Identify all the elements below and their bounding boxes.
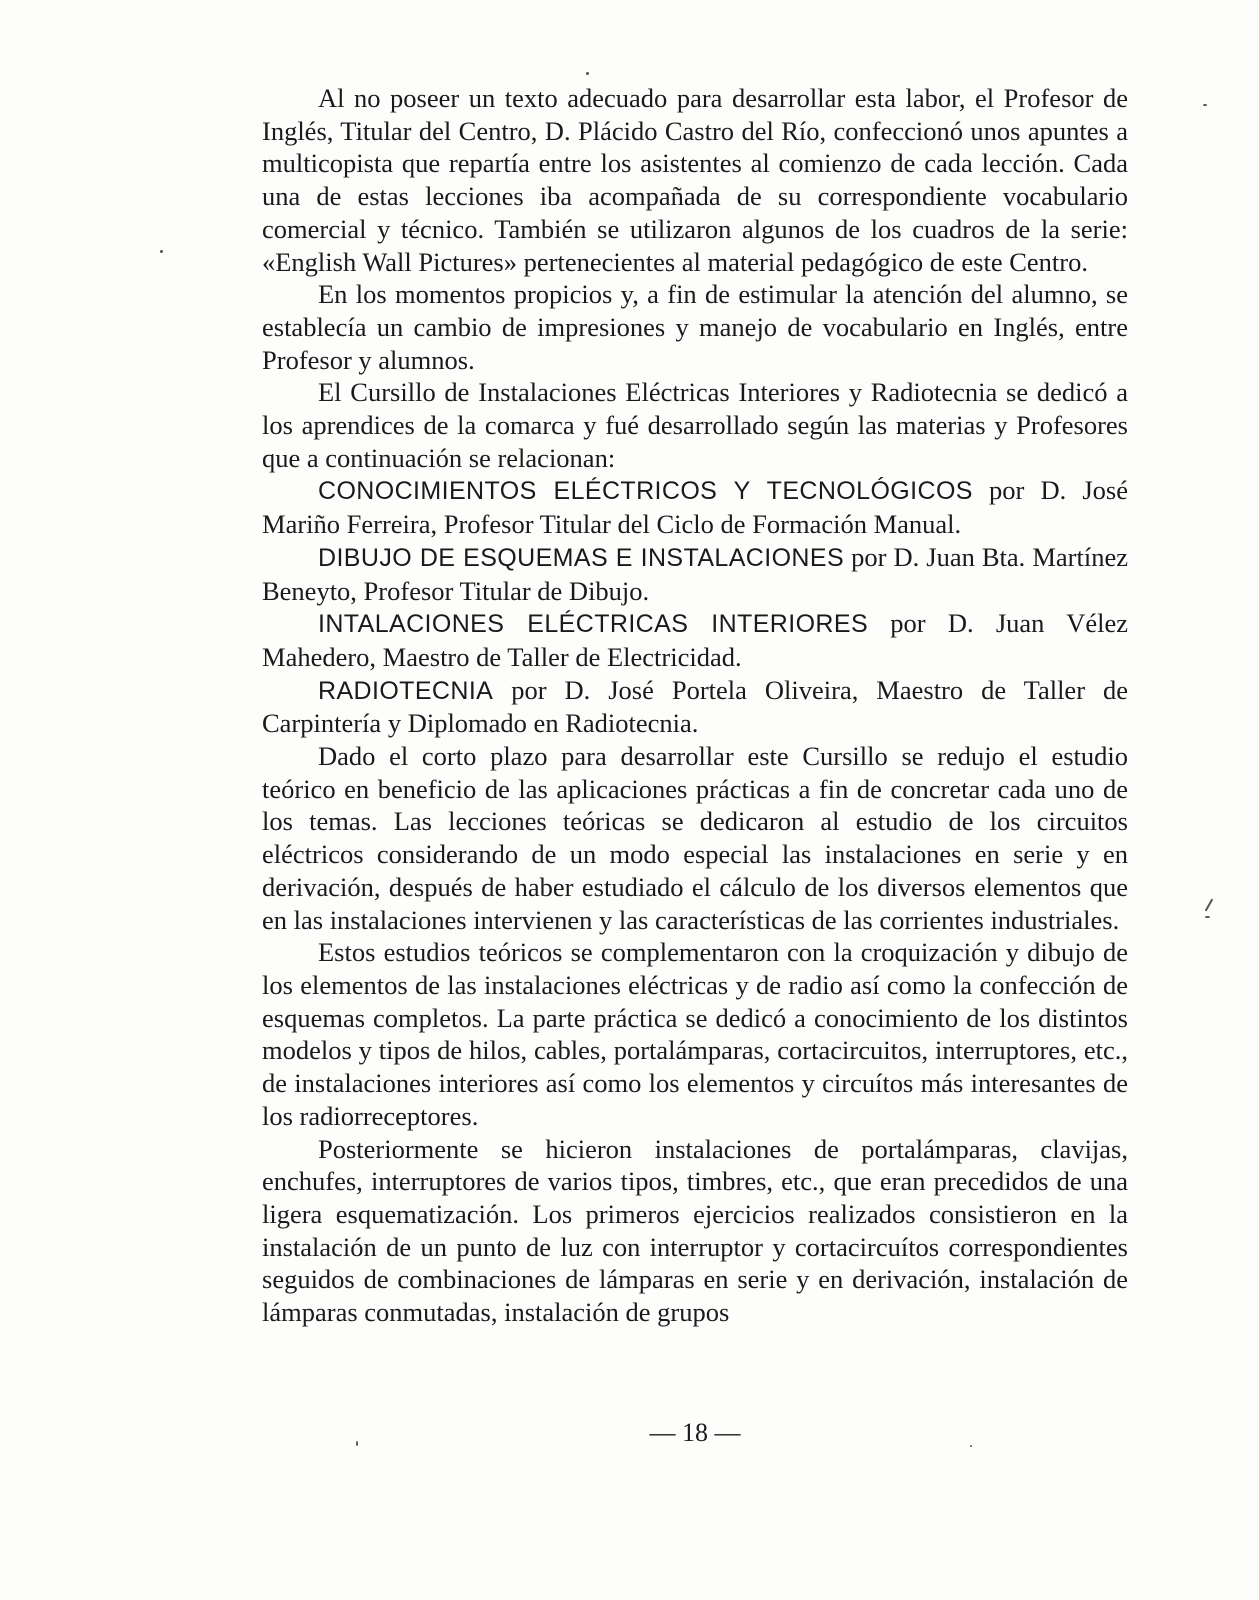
paragraph-english-course: Al no poseer un texto adecuado para desarrollar esta labor, el Profesor de Inglés, Titular del Centro, D. Plácido Castro del Río, confeccionó unos apuntes a multicopista que repartía entre los asistentes al comienzo de cada lección. Cada una de estas lecciones iba acompañada de su correspondiente vocabulario comercial y técnico. También se utilizaron algunos de los cuadros de la serie: «English Wall Pictures» pertenecientes al material pedagógico de este Centro. xyxy=(262,83,1128,277)
course-teacher: por D. José Portela Oliveira, Maestro de Taller de Carpintería y Diplomado en Radiotecnia. xyxy=(262,674,1128,739)
scan-speck xyxy=(1205,898,1214,911)
scan-speck xyxy=(1203,104,1207,106)
course-entry xyxy=(262,541,1128,607)
course-teacher: por D. Juan Bta. Martínez Beneyto, Profesor Titular de Dibujo. xyxy=(262,541,1128,606)
course-entry xyxy=(262,607,1128,673)
scan-speck xyxy=(1205,916,1210,918)
paragraph-practice: Estos estudios teóricos se complementaron con la croquización y dibujo de los elementos de las instalaciones eléctricas y de radio así como la confección de esquemas completos. La parte práctica se dedicó a conocimiento de los distintos modelos y tipos de hilos, cables, portalámparas, cortacircuitos, interruptores, etc., de instalaciones interiores así como los elementos y circuítos más interesantes de los radiorreceptores. xyxy=(262,937,1128,1131)
page-number: — 18 — xyxy=(649,1418,741,1447)
scan-speck xyxy=(586,72,589,75)
course-teacher: por D. Juan Vélez Mahedero, Maestro de Taller de Electricidad. xyxy=(262,608,1128,672)
course-subject: INTALACIONES ELÉCTRICAS INTERIORES xyxy=(318,610,869,639)
paragraph-conversation: En los momentos propicios y, a fin de estimular la atención del alumno, se establecía un cambio de impresiones y manejo de vocabulario en Inglés, entre Profesor y alumnos. xyxy=(262,279,1128,375)
course-teacher: por D. José Mariño Ferreira, Profesor Titular del Ciclo de Formación Manual. xyxy=(262,475,1128,540)
course-subject: CONOCIMIENTOS ELÉCTRICOS Y TECNOLÓGICOS xyxy=(318,477,973,506)
course-subject: DIBUJO DE ESQUEMAS E INSTALACIONES xyxy=(318,543,845,572)
course-subject: RADIOTECNIA xyxy=(318,676,494,705)
body-text xyxy=(262,82,1128,1329)
paragraph-theory: Dado el corto plazo para desarrollar este Cursillo se redujo el estudio teórico en beneficio de las aplicaciones prácticas a fin de concretar cada uno de los temas. Las lecciones teóricas se dedicaron al estudio de los circuitos eléctricos considerando de un modo especial las instalaciones en serie y en derivación, después de haber estudiado el cálculo de los diversos elementos que en las instalaciones intervienen y las características de las corrientes industriales. xyxy=(262,741,1128,935)
scan-speck xyxy=(356,1441,358,1446)
paragraph-electrical-course-intro: El Cursillo de Instalaciones Eléctricas Interiores y Radiotecnia se dedicó a los aprendices de la comarca y fué desarrollado según las materias y Profesores que a continuación se relacionan: xyxy=(262,377,1128,473)
scan-speck xyxy=(970,1445,972,1447)
scan-speck xyxy=(160,250,163,253)
paragraph-installations: Posteriormente se hicieron instalaciones de portalámparas, clavijas, enchufes, interruptores de varios tipos, timbres, etc., que eran precedidos de una ligera esquematización. Los primeros ejercicios realizados consistieron en la instalación de un punto de luz con interruptor y cortacircuítos correspondientes seguidos de combinaciones de lámparas en serie y en derivación, instalación de lámparas conmutadas, instalación de grupos xyxy=(262,1133,1128,1328)
course-entry xyxy=(262,674,1128,740)
course-entry xyxy=(262,474,1128,540)
